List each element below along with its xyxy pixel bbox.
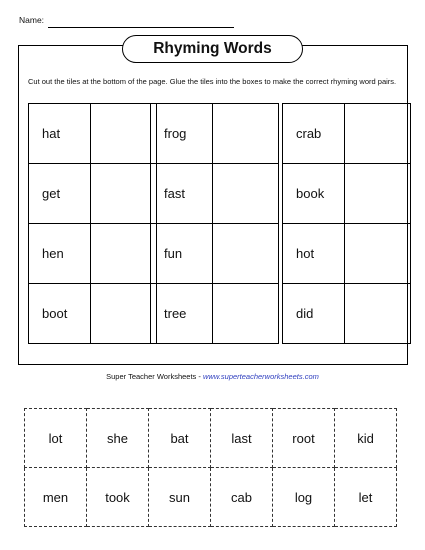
rhyme-word: hat <box>29 104 91 164</box>
rhyme-word: fast <box>151 164 213 224</box>
cutout-tile[interactable]: cab <box>211 468 273 527</box>
rhyme-column-3 <box>282 103 411 344</box>
cutout-tile[interactable]: last <box>211 409 273 468</box>
glue-box <box>213 104 279 164</box>
cutout-tile[interactable]: lot <box>25 409 87 468</box>
rhyme-word: crab <box>283 104 345 164</box>
rhyme-word: tree <box>151 284 213 344</box>
rhyme-word: hen <box>29 224 91 284</box>
rhyme-word: did <box>283 284 345 344</box>
cutout-tile[interactable]: kid <box>335 409 397 468</box>
glue-box <box>345 104 411 164</box>
glue-box <box>213 224 279 284</box>
rhyme-word: book <box>283 164 345 224</box>
cutout-tiles <box>24 408 397 527</box>
cutout-tile[interactable]: root <box>273 409 335 468</box>
rhyme-word: hot <box>283 224 345 284</box>
cutout-tile[interactable]: let <box>335 468 397 527</box>
name-label: Name: <box>19 15 45 25</box>
instructions: Cut out the tiles at the bottom of the page. Glue the tiles into the boxes to make the correct rhyming word pairs. <box>28 77 397 86</box>
cutout-tile[interactable]: sun <box>149 468 211 527</box>
cutout-tile[interactable]: she <box>87 409 149 468</box>
glue-box <box>91 104 157 164</box>
worksheet-title: Rhyming Words <box>122 35 303 63</box>
rhyme-column-1 <box>28 103 157 344</box>
cutout-tile[interactable]: bat <box>149 409 211 468</box>
glue-box <box>91 284 157 344</box>
cutout-tile[interactable]: took <box>87 468 149 527</box>
rhyme-column-2 <box>150 103 279 344</box>
glue-box <box>91 224 157 284</box>
glue-box <box>345 284 411 344</box>
footer-text: Super Teacher Worksheets - <box>106 372 203 381</box>
rhyme-word: frog <box>151 104 213 164</box>
glue-box <box>345 164 411 224</box>
footer-url[interactable]: www.superteacherworksheets.com <box>202 372 319 381</box>
name-line <box>48 27 234 28</box>
rhyme-word: boot <box>29 284 91 344</box>
glue-box <box>213 164 279 224</box>
glue-box <box>91 164 157 224</box>
rhyme-word: fun <box>151 224 213 284</box>
rhyme-word: get <box>29 164 91 224</box>
footer <box>0 372 425 381</box>
glue-box <box>213 284 279 344</box>
cutout-tile[interactable]: men <box>25 468 87 527</box>
cutout-tile[interactable]: log <box>273 468 335 527</box>
glue-box <box>345 224 411 284</box>
